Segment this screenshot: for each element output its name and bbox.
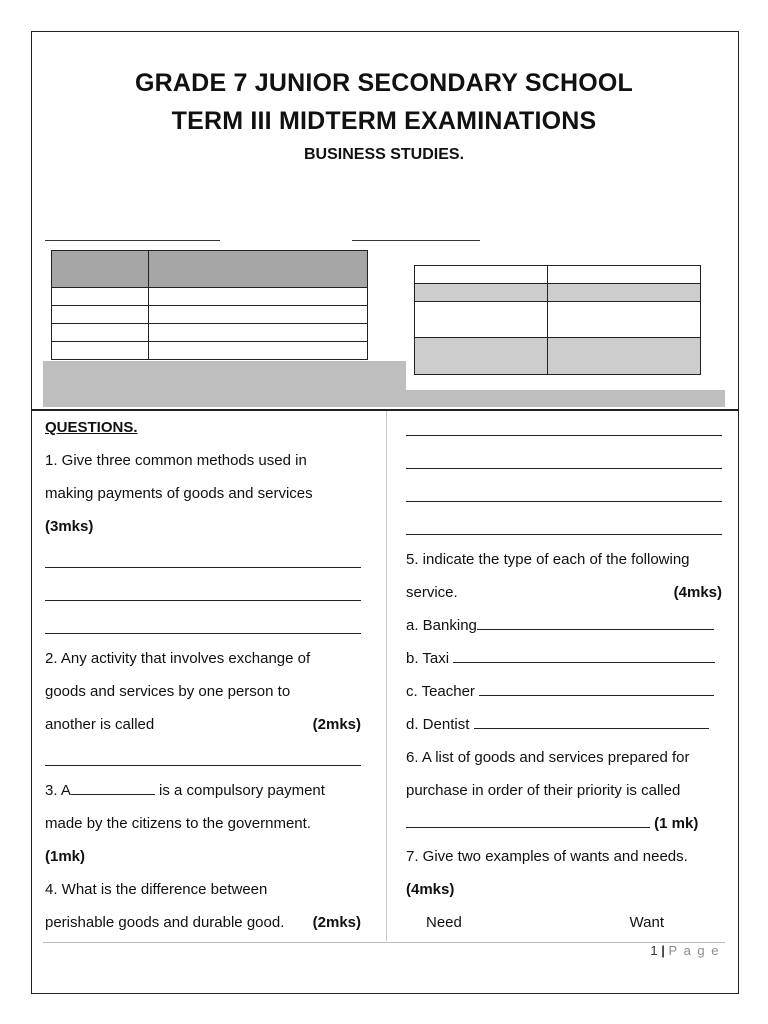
needs-wants-header [406,906,722,939]
question-4-marks: (2mks) [312,914,361,931]
answer-line[interactable] [45,576,361,609]
answer-line[interactable] [406,510,722,543]
question-7-text: 7. Give two examples of wants and needs. [406,848,688,865]
page-number: 1 [650,943,658,958]
question-3-text: made by the citizens to the government. [45,815,311,832]
exam-title-line1: GRADE 7 JUNIOR SECONDARY SCHOOL [135,69,633,97]
table-cell[interactable] [149,288,368,306]
subject-title: BUSINESS STUDIES. [303,146,465,163]
table-cell [149,251,368,288]
question-7-marks: (4mks) [406,881,455,898]
question-6-text: purchase in order of their priority is called [406,782,681,799]
page-separator: | [661,943,665,958]
table-cell [548,284,701,302]
table-cell[interactable] [52,342,149,360]
answer-blank[interactable] [479,682,714,696]
instructions-band [406,390,725,407]
need-column-label: Need [426,914,462,931]
table-cell[interactable] [149,342,368,360]
service-item-banking: a. Banking [406,609,722,642]
answer-blank[interactable] [474,715,709,729]
question-4-text: 4. What is the difference between [45,881,268,898]
answer-line[interactable] [406,477,722,510]
name-blank[interactable] [45,240,220,241]
question-2-text: 2. Any activity that involves exchange of [45,650,311,667]
question-4-line [45,906,361,939]
service-item-teacher: c. Teacher [406,675,722,708]
question-3-blank[interactable] [71,781,155,795]
instructions-band [43,361,406,407]
question-5-text: service. [406,584,458,601]
table-cell[interactable] [52,306,149,324]
adm-blank[interactable] [352,240,480,241]
question-1-text: making payments of goods and services [45,485,313,502]
table-cell [52,251,149,288]
table-cell[interactable] [149,324,368,342]
exam-title-line2: TERM III MIDTERM EXAMINATIONS [171,107,597,135]
footer-divider [43,942,725,943]
question-2-text: another is called [45,716,155,733]
answer-blank[interactable] [406,814,650,828]
left-column [45,411,361,939]
question-3-marks: (1mk) [45,848,86,865]
question-6-answer-line [406,807,722,840]
answer-blank[interactable] [453,649,715,663]
answer-blank[interactable] [477,616,714,630]
question-3-line [45,774,361,807]
table-cell[interactable] [548,266,701,284]
marks-table [51,250,368,360]
column-divider [386,411,387,941]
right-column [406,411,722,939]
table-cell[interactable] [548,302,701,338]
question-3-text: is a compulsory payment [154,782,325,799]
table-cell [415,338,548,375]
question-5-marks: (4mks) [673,584,722,601]
score-table [414,265,701,375]
answer-line[interactable] [45,543,361,576]
answer-line[interactable] [406,411,722,444]
question-4-text: perishable goods and durable good. [45,914,285,931]
question-6-marks: (1 mk) [654,815,699,832]
want-column-label: Want [629,914,664,931]
service-item-taxi: b. Taxi [406,642,722,675]
question-3-text: 3. A [45,782,71,799]
table-cell [548,338,701,375]
question-1-text: 1. Give three common methods used in [45,452,307,469]
service-item-dentist: d. Dentist [406,708,722,741]
table-cell[interactable] [415,302,548,338]
question-2-text: goods and services by one person to [45,683,291,700]
answer-line[interactable] [45,609,361,642]
page-label: P a g e [668,943,720,958]
table-cell[interactable] [52,324,149,342]
answer-line[interactable] [45,741,361,774]
question-2-line [45,708,361,741]
answer-line[interactable] [406,444,722,477]
table-cell[interactable] [149,306,368,324]
question-5-text: 5. indicate the type of each of the following [406,551,690,568]
table-cell[interactable] [52,288,149,306]
questions-heading: QUESTIONS. [45,419,138,436]
question-6-text: 6. A list of goods and services prepared for [406,749,690,766]
question-2-marks: (2mks) [312,716,361,733]
question-5-line [406,576,722,609]
table-cell[interactable] [415,266,548,284]
question-1-marks: (3mks) [45,518,94,535]
page-footer [650,943,720,958]
table-cell [415,284,548,302]
